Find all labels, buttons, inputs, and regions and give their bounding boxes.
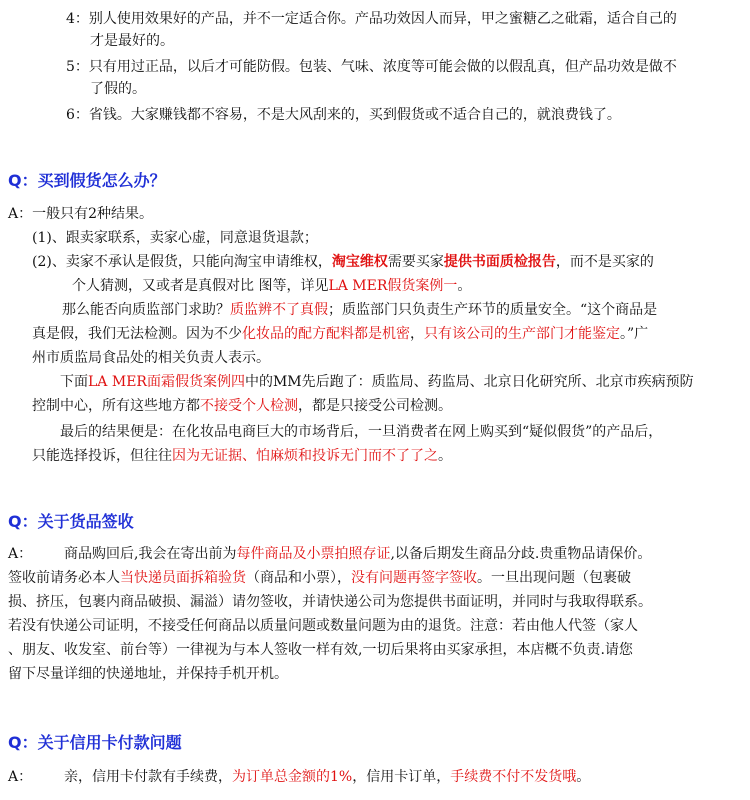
answer-label: A： [8,546,33,562]
question-heading: Q：关于货品签收 [8,512,134,531]
answer-label: A： [8,769,33,785]
question-heading: Q：买到假货怎么办？ [8,171,166,190]
paragraph-case-four: 下面LA MER面霜假货案例四中的MM先后跑了：质监局、药监局、北京日化研究所、北京市疾病预防 [60,374,694,390]
answer-item-2-cont: 个人猜测，又或者是真假对比 图等，详见LA MER假货案例一。 [72,278,472,294]
paragraph-case-four-l2: 控制中心，所有这些地方都不接受个人检测，都是只接受公司检测。 [32,398,452,414]
paragraph-result: 最后的结果便是：在化妆品电商巨大的市场背后，一旦消费者在网上购买到“疑似假货”的产品后， [60,424,663,440]
question-heading: Q：关于信用卡付款问题 [8,733,182,752]
list-item-4-cont: 才是最好的。 [90,33,174,49]
list-item-6: 6：省钱。大家赚钱都不容易，不是大风刮来的，买到假货或不适合自己的，就浪费钱了。 [66,107,621,123]
list-item-5-cont: 了假的。 [90,81,146,97]
signing-line-2: 签收前请务必本人当快递员面拆箱验货（商品和小票），没有问题再签字签收。一旦出现问题（包裹破 [8,570,631,586]
signing-line-6: 留下尽量详细的快递地址，并保持手机开机。 [8,666,288,682]
list-item-5: 5：只有用过正品，以后才可能防假。包装、气味、浓度等可能会做的以假乱真，但产品功效是做不 [66,59,677,75]
paragraph-quality-dept-l2: 真是假，我们无法检测。因为不少化妆品的配方配料都是机密，只有该公司的生产部门才能鉴定。”广 [32,326,649,342]
signing-line-1: 商品购回后,我会在寄出前为每件商品及小票拍照存证,以备后期发生商品分歧.贵重物品请保价。 [64,546,652,562]
credit-card-line: 亲，信用卡付款有手续费，为订单总金额的1%，信用卡订单，手续费不付不发货哦。 [64,769,591,785]
answer-item-2: (2)、卖家不承认是假货，只能向淘宝申请维权，淘宝维权需要买家提供书面质检报告，而不是买家的 [32,254,654,270]
answer-item-1: (1)、跟卖家联系，卖家心虚，同意退货退款； [32,230,318,246]
answer-intro: A：一般只有2种结果。 [8,206,154,222]
signing-line-4: 若没有快递公司证明，不接受任何商品以质量问题或数量问题为由的退货。注意：若由他人代签（家人 [8,618,638,634]
paragraph-result-l2: 只能选择投诉，但往往因为无证据、怕麻烦和投诉无门而不了了之。 [32,448,452,464]
signing-line-5: 、朋友、收发室、前台等）一律视为与本人签收一样有效,一切后果将由买家承担，本店概不负责.请您 [8,642,633,658]
paragraph-quality-dept: 那么能否向质监部门求助？质监辨不了真假；质监部门只负责生产环节的质量安全。“这个商品是 [62,302,658,318]
list-item-4: 4：别人使用效果好的产品，并不一定适合你。产品功效因人而异，甲之蜜糖乙之砒霜，适合自己的 [66,11,677,27]
paragraph-quality-dept-l3: 州市质监局食品处的相关负责人表示。 [32,350,270,366]
signing-line-3: 损、挤压，包裹内商品破损、漏溢）请勿签收，并请快递公司为您提供书面证明，并同时与我取得联系。 [8,594,652,610]
